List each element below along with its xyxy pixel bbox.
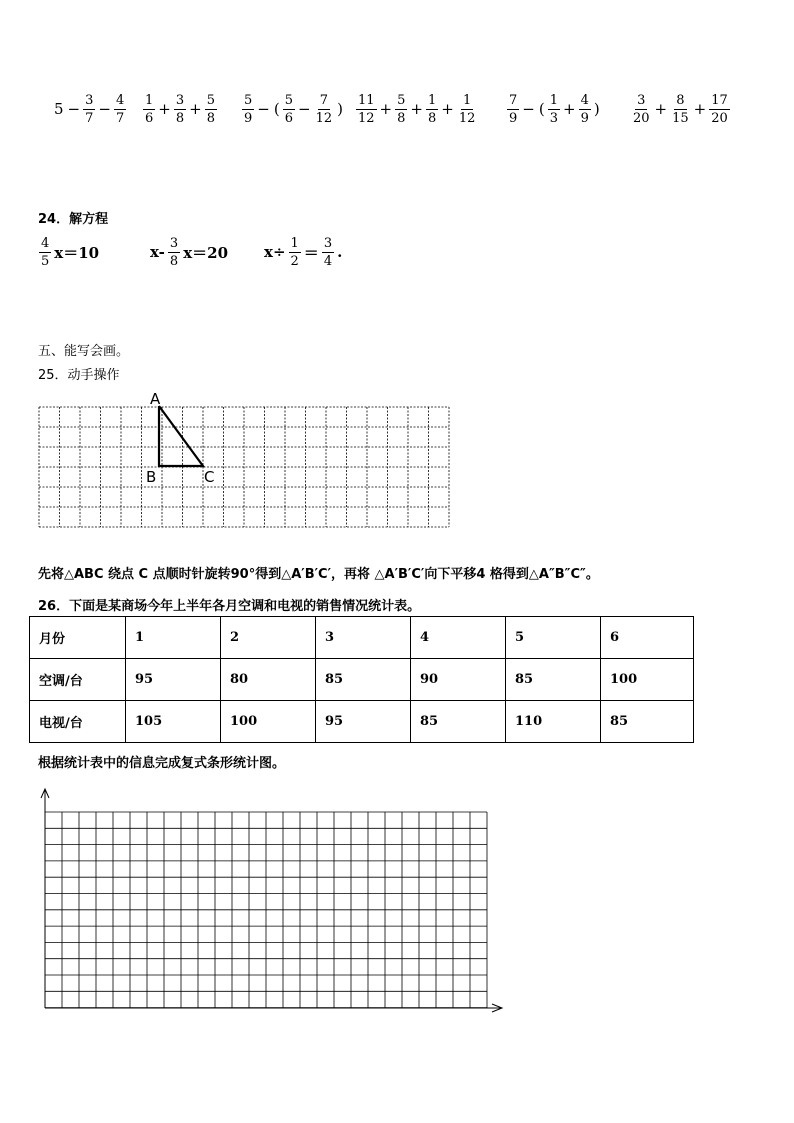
fraction xyxy=(283,94,295,125)
table-cell: 90 xyxy=(411,659,506,701)
numerator: 4 xyxy=(580,92,589,108)
denominator: 15 xyxy=(672,110,689,126)
fraction xyxy=(548,94,560,125)
expression-symbol: x＝20 xyxy=(183,243,229,262)
expression-symbol: x÷ xyxy=(264,243,286,261)
expression-symbol: + xyxy=(379,100,393,118)
denominator: 9 xyxy=(580,110,589,126)
equation xyxy=(148,234,230,270)
table-cell: 100 xyxy=(601,659,694,701)
expression-symbol: ) xyxy=(337,100,343,118)
denominator: 12 xyxy=(315,110,333,126)
table-cell: 95 xyxy=(316,701,411,743)
equation xyxy=(262,234,344,270)
denominator: 7 xyxy=(85,110,94,126)
fraction xyxy=(143,94,155,125)
table-cell: 100 xyxy=(221,701,316,743)
table-cell: 105 xyxy=(126,701,221,743)
denominator: 20 xyxy=(633,110,650,126)
numerator: 1 xyxy=(462,92,472,108)
numerator: 7 xyxy=(509,92,518,108)
denominator: 20 xyxy=(711,110,728,126)
table-cell: 3 xyxy=(316,617,411,659)
rotation-grid xyxy=(36,392,452,542)
fraction xyxy=(395,94,407,125)
table-cell: 85 xyxy=(411,701,506,743)
expression-symbol: ( xyxy=(538,100,545,118)
calc-expression xyxy=(52,87,127,131)
denominator: 8 xyxy=(397,110,406,126)
numerator: 3 xyxy=(175,92,185,108)
table-cell: 空调/台 xyxy=(30,659,126,701)
denominator: 3 xyxy=(549,110,558,126)
expression-symbol: − xyxy=(67,100,81,118)
denominator: 6 xyxy=(284,110,293,126)
expression-symbol: ) xyxy=(593,100,600,118)
numerator: 7 xyxy=(319,92,328,108)
numerator: 1 xyxy=(290,235,299,251)
q25-instruction: 先将△ABC 绕点 C 点顺时针旋转90°得到△A′B′C′，再将 △A′B′C′向下平移4 格得到△A″B″C″。 xyxy=(38,567,599,582)
fraction xyxy=(579,94,591,125)
denominator: 8 xyxy=(206,110,215,126)
calc-expression xyxy=(630,87,731,131)
denominator: 6 xyxy=(145,110,154,126)
vertex-label-c: C xyxy=(204,468,215,486)
calc-expression xyxy=(142,87,218,131)
table-cell: 80 xyxy=(221,659,316,701)
denominator: 5 xyxy=(41,253,50,269)
numerator: 1 xyxy=(427,92,437,108)
table-cell: 85 xyxy=(506,659,601,701)
numerator: 5 xyxy=(284,92,293,108)
numerator: 3 xyxy=(169,235,179,251)
expression-symbol: + xyxy=(410,100,423,118)
table-cell: 2 xyxy=(221,617,316,659)
denominator: 12 xyxy=(458,110,476,126)
calc-expression xyxy=(241,87,345,131)
vertex-label-a: A xyxy=(150,392,161,408)
q24-title: 24．解方程 xyxy=(38,212,109,227)
numerator: 1 xyxy=(549,92,558,108)
vertex-label-b: B xyxy=(146,468,157,486)
expression-symbol: x＝10 xyxy=(54,243,100,262)
expression-symbol: − xyxy=(98,100,111,118)
table-cell: 1 xyxy=(126,617,221,659)
denominator: 8 xyxy=(427,110,437,126)
fraction xyxy=(168,237,180,268)
denominator: 9 xyxy=(509,110,518,126)
denominator: 7 xyxy=(115,110,125,126)
blank-bar-chart-grid xyxy=(36,786,506,1016)
expression-symbol: − xyxy=(298,100,311,118)
numerator: 17 xyxy=(711,92,728,108)
numerator: 11 xyxy=(358,92,375,108)
fraction xyxy=(670,94,691,125)
table-cell: 85 xyxy=(601,701,694,743)
denominator: 4 xyxy=(323,253,333,269)
table-cell: 5 xyxy=(506,617,601,659)
table-row xyxy=(30,701,694,743)
expression-symbol: + xyxy=(158,100,171,118)
fraction xyxy=(174,94,186,125)
expression-symbol: + xyxy=(563,100,576,118)
fraction xyxy=(709,94,730,125)
dotted-grid-lines xyxy=(39,407,449,527)
expression-symbol: + xyxy=(189,100,202,118)
fraction xyxy=(289,237,301,268)
fraction xyxy=(322,237,334,268)
fraction xyxy=(83,94,95,125)
denominator: 9 xyxy=(244,110,253,126)
numerator: 3 xyxy=(85,92,94,108)
q25-title: 25．动手操作 xyxy=(38,368,120,383)
chart-grid-lines xyxy=(45,812,487,1008)
table-cell: 6 xyxy=(601,617,694,659)
fraction xyxy=(205,94,217,125)
table-cell: 85 xyxy=(316,659,411,701)
denominator: 8 xyxy=(169,253,179,269)
denominator: 12 xyxy=(358,110,375,126)
table-cell: 电视/台 xyxy=(30,701,126,743)
calc-expression xyxy=(506,87,602,131)
expression-symbol: − xyxy=(257,100,270,118)
numerator: 5 xyxy=(397,92,406,108)
numerator: 5 xyxy=(206,92,215,108)
q26-title: 26．下面是某商场今年上半年各月空调和电视的销售情况统计表。 xyxy=(38,599,421,614)
equation xyxy=(38,234,101,270)
expression-symbol: − xyxy=(522,100,535,118)
fraction xyxy=(507,94,519,125)
fraction xyxy=(114,94,126,125)
table-cell: 4 xyxy=(411,617,506,659)
fraction xyxy=(356,94,377,125)
fraction xyxy=(426,94,438,125)
expression-symbol: + xyxy=(441,100,454,118)
expression-symbol: 5 xyxy=(54,100,64,118)
fraction xyxy=(314,94,335,125)
fraction xyxy=(631,94,652,125)
numerator: 4 xyxy=(41,235,50,251)
numerator: 5 xyxy=(244,92,253,108)
numerator: 3 xyxy=(323,235,333,251)
expression-symbol: + xyxy=(654,100,668,118)
numerator: 1 xyxy=(145,92,154,108)
section-5-title: 五、能写会画。 xyxy=(38,344,130,359)
expression-symbol: ＝ xyxy=(303,243,319,262)
q26-prompt: 根据统计表中的信息完成复式条形统计图。 xyxy=(38,756,286,771)
numerator: 4 xyxy=(115,92,125,108)
fraction xyxy=(39,237,51,268)
table-cell: 月份 xyxy=(30,617,126,659)
table-cell: 95 xyxy=(126,659,221,701)
expression-symbol: x- xyxy=(150,243,165,261)
numerator: 8 xyxy=(676,92,685,108)
triangle-abc xyxy=(159,406,203,466)
table-row xyxy=(30,659,694,701)
denominator: 2 xyxy=(290,253,299,269)
fraction xyxy=(457,94,478,125)
expression-symbol: ( xyxy=(273,100,280,118)
denominator: 8 xyxy=(175,110,185,126)
fraction xyxy=(242,94,254,125)
table-header-row xyxy=(30,617,694,659)
expression-symbol: . xyxy=(337,243,343,261)
table-cell: 110 xyxy=(506,701,601,743)
calc-expression xyxy=(355,87,478,131)
sales-table xyxy=(29,616,694,743)
expression-symbol: + xyxy=(693,100,707,118)
numerator: 3 xyxy=(637,92,646,108)
